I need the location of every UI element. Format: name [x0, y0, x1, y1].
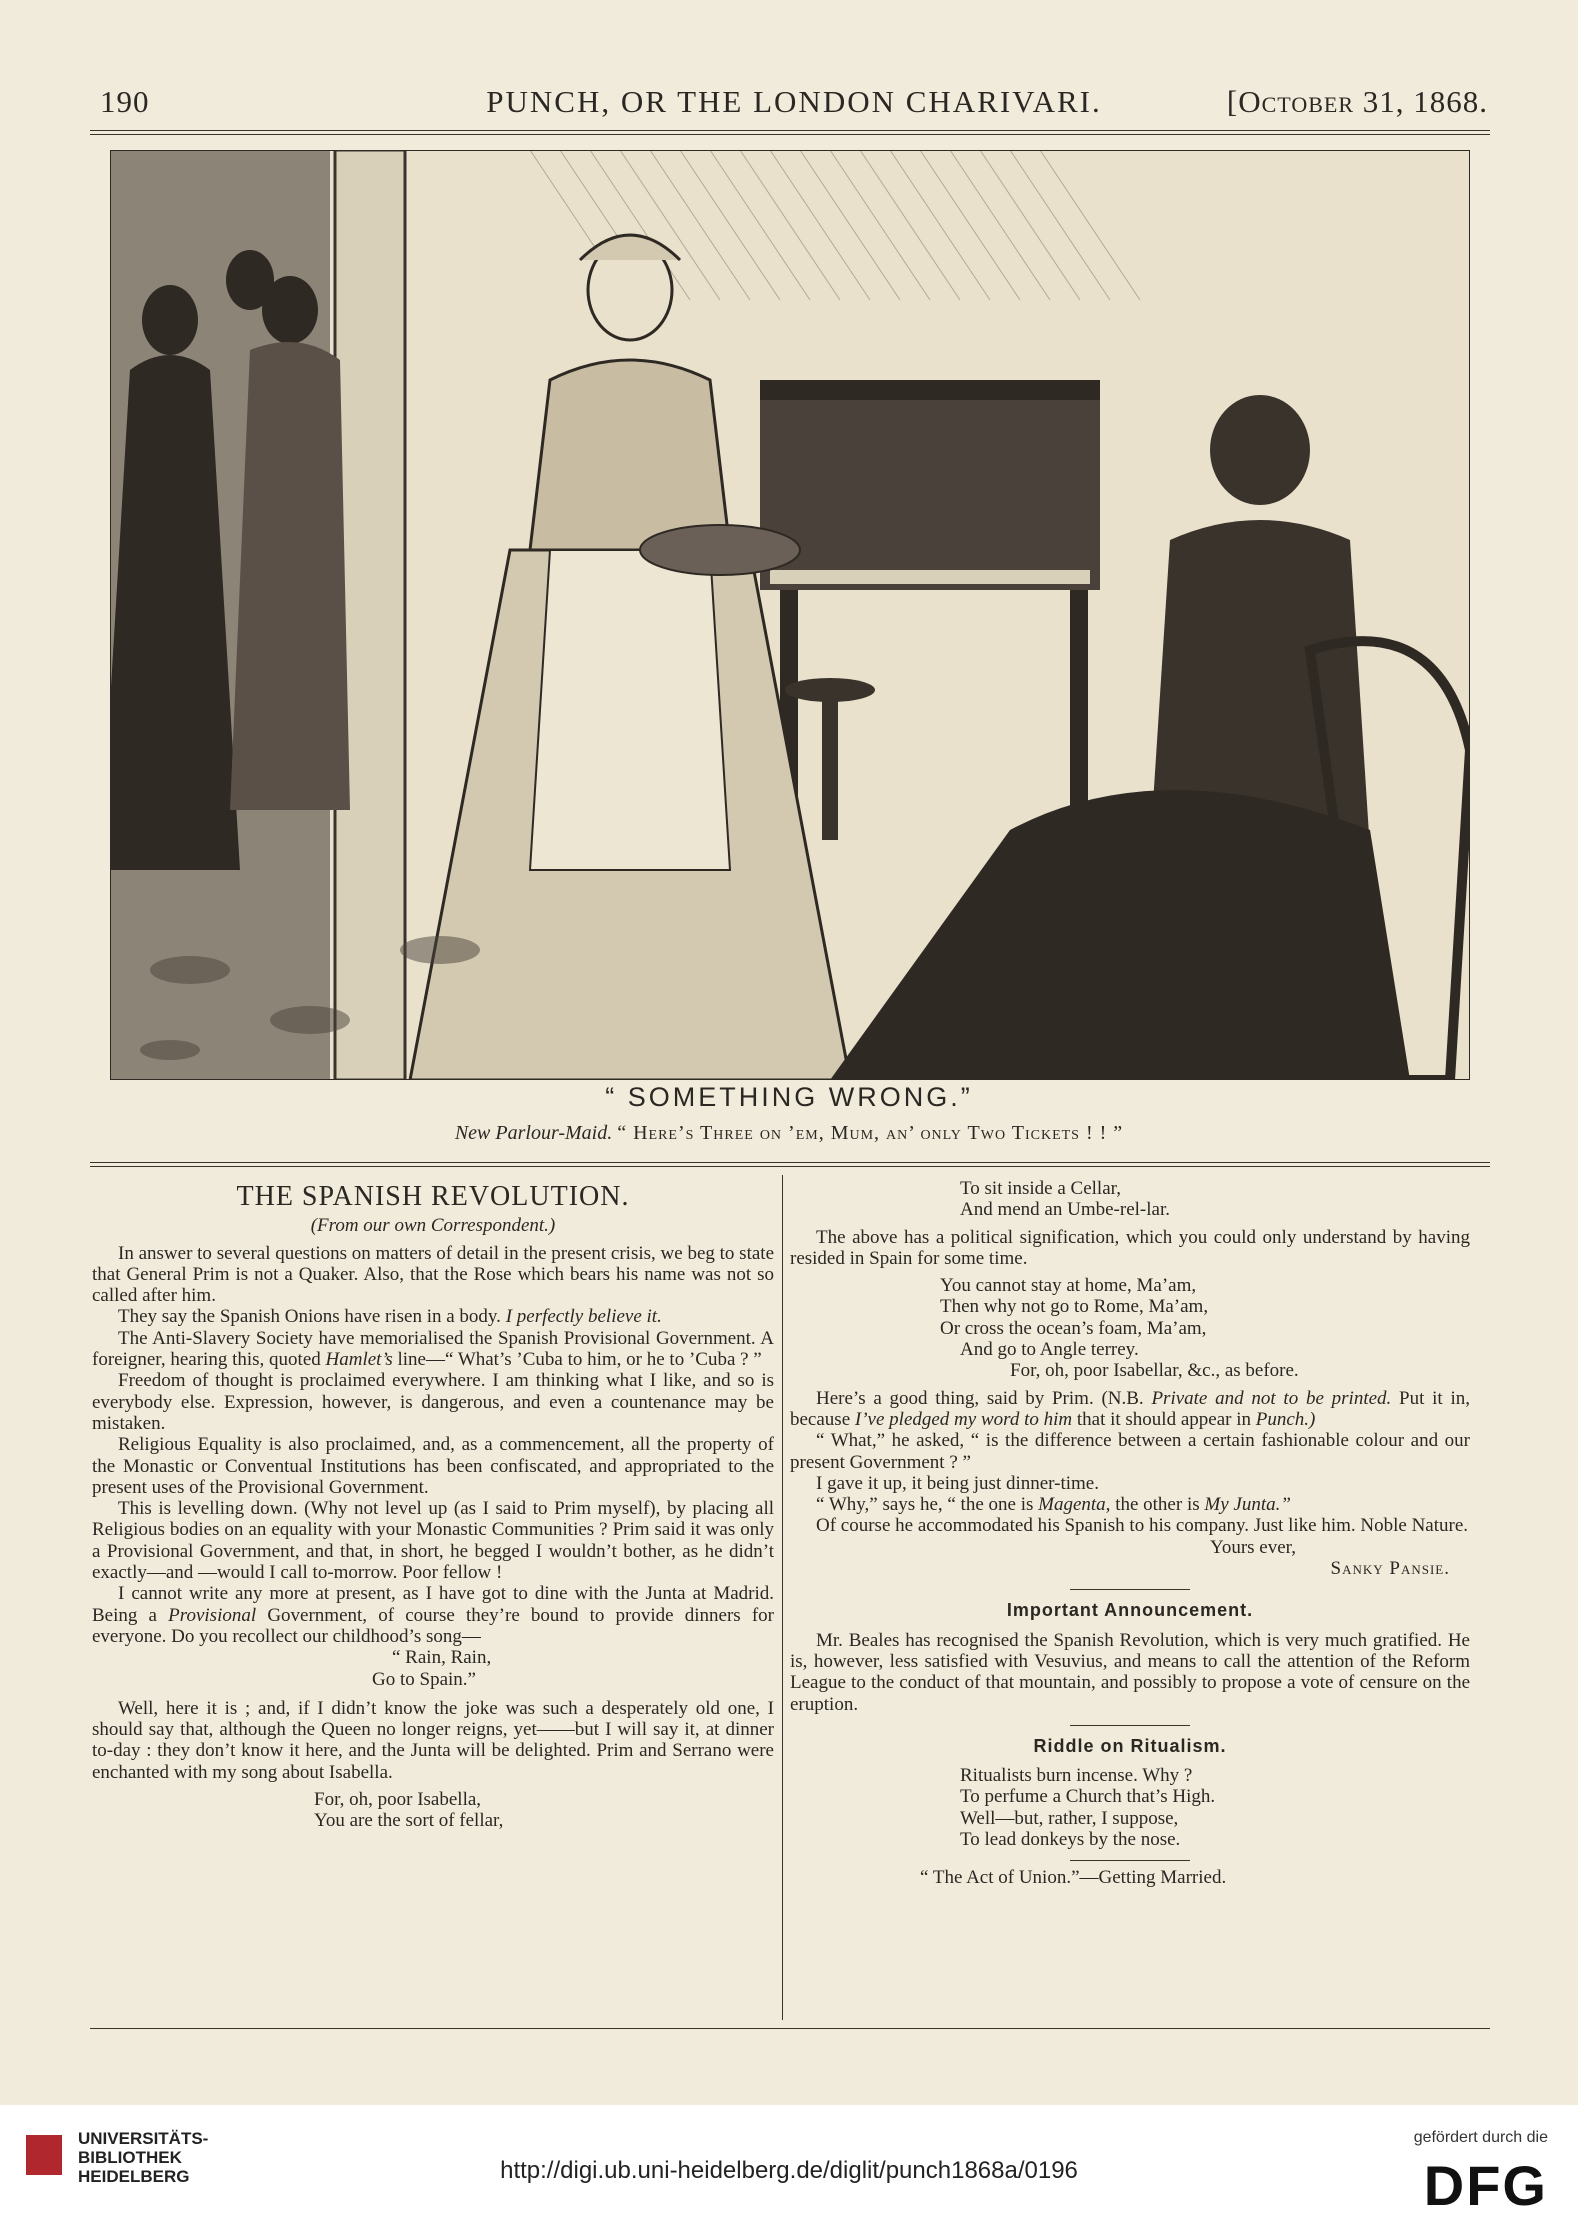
engraving-illustration — [110, 150, 1470, 1080]
song-line: “ Rain, Rain, — [392, 1647, 492, 1669]
funding-note: gefördert durch die — [1413, 2129, 1548, 2146]
verse-line: Then why not go to Rome, Ma’am, — [940, 1296, 1209, 1318]
paragraph: Well, here it is ; and, if I didn’t know the joke was such a desperately old one, I should say that, although the Queen no longer reigns, yet——but I will say it, at dinner to-day : they don’t know it here, and the Junta will be delighted. Prim and Serrano were enchanted with my song about Isabella. — [92, 1697, 774, 1783]
paragraph: Of course he accommodated his Spanish to his company. Just like him. Noble Nature. — [816, 1515, 1469, 1537]
bottom-rule — [90, 2028, 1490, 2029]
cartoon-title: “ SOMETHING WRONG.” — [605, 1082, 973, 1112]
verse-line: To sit inside a Cellar, — [960, 1178, 1121, 1199]
verse-line: And go to Angle terrey. — [960, 1339, 1139, 1361]
riddle-title: Riddle on Ritualism. — [1033, 1735, 1227, 1756]
paragraph: “ What,” he asked, “ is the difference between a certain fashionable colour and our present Government ? ” — [790, 1430, 1470, 1473]
paragraph: The above has a political signification, which you could only understand by having resided in Spain for some time. — [790, 1226, 1470, 1269]
paragraph: Here’s a good thing, said by Prim. (N.B. Private and not to be printed. Put it in, because I’ve pledged my word to him that it should appear in Punch.) — [790, 1387, 1470, 1430]
verse-line: For, oh, poor Isabella, — [314, 1789, 482, 1811]
page-header — [100, 84, 1488, 124]
verse-line: For, oh, poor Isabellar, &c., as before. — [1010, 1360, 1299, 1382]
paragraph: In answer to several questions on matters of detail in the present crisis, we beg to state that General Prim is not a Quaker. Also, that the Rose which bears his name was not so called after him. — [92, 1242, 774, 1307]
section-rule — [1070, 1860, 1190, 1861]
page-number: 190 — [100, 84, 150, 119]
riddle-line: Well—but, rather, I suppose, — [960, 1807, 1179, 1829]
source-url-link[interactable]: http://digi.ub.uni-heidelberg.de/diglit/punch1868a/0196 — [500, 2157, 1078, 2184]
masthead-title: PUNCH, OR THE LONDON CHARIVARI. — [486, 84, 1102, 119]
paragraph: “ Why,” says he, “ the one is Magenta, the other is My Junta.” — [816, 1494, 1291, 1516]
cartoon-caption — [0, 1122, 1578, 1145]
article-spanish-revolution — [92, 1178, 774, 1832]
article-title: THE SPANISH REVOLUTION. — [236, 1181, 630, 1212]
issue-date: [October 31, 1868. — [1226, 84, 1488, 119]
paragraph: The Anti-Slavery Society have memorialised the Spanish Provisional Government. A foreigner, hearing this, quoted Hamlet’s line—“ What’s ’Cuba to him, or he to ’Cuba ? ” — [92, 1327, 774, 1371]
right-column — [790, 1178, 1470, 1889]
song-line: Go to Spain.” — [372, 1668, 476, 1690]
letter-signature: Sanky Pansie. — [1330, 1558, 1450, 1580]
section-rule — [1070, 1589, 1190, 1590]
verse-line: You are the sort of fellar, — [314, 1810, 504, 1832]
verse-line: You cannot stay at home, Ma’am, — [940, 1275, 1197, 1297]
riddle-line: To lead donkeys by the nose. — [960, 1829, 1181, 1851]
letter-closing: Yours ever, — [1210, 1536, 1296, 1558]
announcement-text: Mr. Beales has recognised the Spanish Revolution, which is very much gratified. He is, however, less satisfied with Vesuvius, and means to call the attention of the Reform League to the conduct of that mountain, and possibly to propose a vote of censure on the eruption. — [790, 1629, 1470, 1715]
caption-quote: “ Here’s Three on ’em, Mum, an’ only Two Tickets ! ! ” — [617, 1122, 1124, 1144]
paragraph: This is levelling down. (Why not level up (as I said to Prim myself), by placing all Religious bodies on an equality with your Monastic Communities ? Prim said it was only a Provisional Government, and that, in short, he begged I wouldn’t bother, as he didn’t exactly—and —would I call to-morrow. Poor fellow ! — [92, 1498, 774, 1584]
riddle-line: Ritualists burn incense. Why ? — [960, 1765, 1193, 1787]
column-divider — [782, 1175, 783, 2020]
paragraph: I gave it up, it being just dinner-time. — [816, 1472, 1099, 1494]
article-subtitle: (From our own Correspondent.) — [310, 1215, 556, 1237]
library-name: UNIVERSITÄTS- BIBLIOTHEK HEIDELBERG — [78, 2129, 209, 2186]
dfg-logo: DFG — [1423, 2154, 1548, 2217]
caption-speaker: New Parlour-Maid. — [454, 1122, 613, 1144]
section-rule — [90, 1162, 1490, 1167]
verse-line: And mend an Umbe-rel-lar. — [960, 1199, 1170, 1221]
paragraph: Freedom of thought is proclaimed everywhere. I am thinking what I like, and so is everybody else. Expression, however, is dangerous, and even a countenance may be mistaken. — [92, 1370, 774, 1434]
paragraph: Religious Equality is also proclaimed, and, as a commencement, all the property of the Monastic or Conventual Institutions has been confiscated, and appropriated to the present uses of the Provisional Government. — [92, 1434, 774, 1498]
digitization-footer — [0, 2105, 1578, 2229]
paragraph: They say the Spanish Onions have risen in a body. I perfectly believe it. — [118, 1306, 662, 1328]
verse-line: Or cross the ocean’s foam, Ma’am, — [940, 1317, 1207, 1339]
verse-block — [790, 1275, 1470, 1381]
riddle-line: To perfume a Church that’s High. — [960, 1786, 1216, 1808]
header-rule — [90, 130, 1490, 135]
closing-quip: “ The Act of Union.”—Getting Married. — [920, 1867, 1227, 1889]
announcement-title: Important Announcement. — [1006, 1600, 1254, 1621]
section-rule — [1070, 1725, 1190, 1726]
parlour-scene-image — [110, 150, 1470, 1080]
paragraph: I cannot write any more at present, as I have got to dine with the Junta at Madrid. Being a Provisional Government, of course they’re bound to provide dinners for everyone. Do you recollect our childhood’s song— — [92, 1583, 775, 1647]
